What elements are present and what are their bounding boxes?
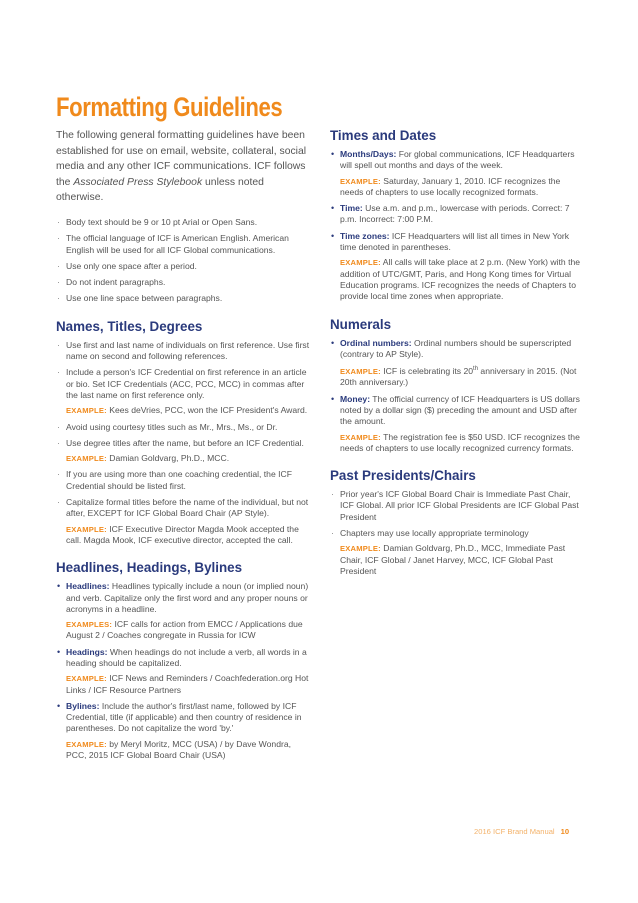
footer-label: 2016 ICF Brand Manual (474, 827, 555, 836)
example-text-end: anniversary in 2015. (Not 20th anniversary.) (340, 366, 577, 388)
example (66, 619, 312, 642)
item-text: Include the author's first/last name, followed by ICF Credential, title (if applicable) and then country of residence in parentheses. Do not capitalize the word 'by.' (66, 700, 302, 734)
left-column (56, 128, 312, 775)
list-item (330, 149, 580, 198)
item-text: Use degree titles after the name, but before an ICF Credential. (66, 437, 304, 448)
example-text: Damian Goldvarg, Ph.D., MCC, Immediate Past Chair, ICF Global / Janet Harvey, MCC, ICF Global Past President (340, 543, 566, 576)
example-text: Kees deVries, PCC, won the ICF President's Award. (106, 405, 308, 416)
example-text: ICF calls for action from EMCC / Applications due August 2 / Coaches congregate in Russia for ICW (66, 619, 303, 641)
page-number: 10 (560, 827, 570, 836)
example (340, 543, 580, 577)
item-text: Use a.m. and p.m., lowercase with periods. Correct: 7 p.m. Incorrect: 7:00 P.M. (340, 203, 570, 225)
intro-text-end: unless noted otherwise. (56, 176, 264, 204)
list-item (330, 394, 580, 454)
presidents-section (330, 468, 580, 577)
numerals-list (330, 338, 580, 455)
example-text: ICF Executive Director Magda Mook accepted the call. Magda Mook, ICF executive director, accepted the call. (66, 523, 299, 545)
item-term: Money: (340, 393, 371, 404)
list-item (330, 489, 580, 523)
example (66, 405, 312, 416)
list-item (56, 647, 312, 696)
item-text: When headings do not include a verb, all words in a heading should be capitalized. (66, 646, 307, 668)
list-item (56, 581, 312, 641)
item-text: Include a person's ICF Credential on first reference in an article or bio. Set ICF Credentials (ACC, PCC, MCC) in commas after the last name on first reference only. (66, 367, 307, 400)
example-label: EXAMPLES: (66, 620, 113, 630)
names-list (56, 340, 312, 546)
example-text: ICF News and Reminders / Coachfederation.org Hot Links / ICF Resource Partners (66, 673, 309, 695)
item-term: Headings: (66, 646, 108, 657)
section-heading: Times and Dates (330, 128, 437, 143)
section-heading: Past Presidents/Chairs (330, 468, 476, 484)
item-text: The official currency of ICF Headquarters is US dollars noted by a dollar sign ($) preceding the amount and USD after the amount. (340, 393, 580, 427)
item-text: Use first and last name of individuals on first reference. Use first name on second and following references. (66, 339, 310, 362)
list-item (56, 438, 312, 465)
list-item (56, 701, 312, 761)
section-heading: Headlines, Headings, Bylines (56, 560, 243, 576)
list-item: · Body text should be 9 or 10 pt Arial or Open Sans. (56, 217, 312, 228)
item-text: If you are using more than one coaching credential, the ICF Credential should be listed first. (66, 469, 292, 491)
example-label: EXAMPLE: (340, 367, 381, 377)
headlines-section (56, 560, 312, 761)
list-item (56, 367, 312, 416)
list-item: · Do not indent paragraphs. (56, 277, 312, 288)
example (66, 673, 312, 696)
example (340, 432, 580, 455)
list-item (56, 469, 312, 492)
example (340, 257, 580, 302)
example-label: EXAMPLE: (66, 739, 107, 749)
list-item (56, 340, 312, 363)
headlines-list (56, 581, 312, 761)
example-text: All calls will take place at 2 p.m. (New York) with the addition of UTC/GMT, Paris, and Hong Kong times for Virtual Education programs. ICF recognizes the needs of Chapters to provide local time zones when appropriate. (340, 257, 581, 302)
section-heading: Names, Titles, Degrees (56, 318, 203, 334)
example (340, 176, 580, 199)
page-title: Formatting Guidelines (56, 92, 283, 122)
item-term: Headlines: (66, 581, 110, 592)
example-text: Damian Goldvarg, Ph.D., MCC. (106, 453, 230, 464)
example-superscript: th (473, 366, 479, 373)
right-column (330, 128, 580, 591)
example-text: by Meryl Moritz, MCC (USA) / by Dave Wondra, PCC, 2015 ICF Global Board Chair (USA) (66, 738, 292, 761)
example-label: EXAMPLE: (66, 674, 107, 684)
example (66, 524, 312, 547)
example-label: EXAMPLE: (340, 176, 381, 186)
item-term: Bylines: (66, 700, 100, 711)
list-item (330, 338, 580, 389)
times-list (330, 149, 580, 303)
footer (474, 827, 569, 836)
numerals-section (330, 317, 580, 455)
item-text: Capitalize formal titles before the name of the individual, but not after, EXCEPT for ICF Global Board Chair (AP Style). (66, 497, 309, 519)
intro-italic: Associated Press Stylebook (73, 176, 203, 188)
general-list (56, 217, 312, 305)
item-text: ICF Headquarters will list all times in New York time denoted in parentheses. (340, 230, 570, 253)
list-item (56, 422, 312, 433)
list-item: · The official language of ICF is American English. American English will be used for all ICF Global communications. (56, 233, 312, 256)
example-label: EXAMPLE: (66, 524, 107, 534)
times-section (330, 128, 580, 303)
item-term: Months/Days: (340, 149, 397, 159)
item-text: Chapters may use locally appropriate terminology (340, 527, 529, 538)
example-label: EXAMPLE: (66, 406, 107, 416)
item-text: Prior year's ICF Global Board Chair is Immediate Past Chair, ICF Global. All prior ICF Global Presidents are ICF Global Past President (340, 489, 579, 522)
item-term: Time: (340, 203, 363, 214)
item-text: Ordinal numbers should be superscripted (contrary to AP Style). (340, 337, 572, 359)
example (66, 739, 312, 762)
intro-paragraph (56, 128, 312, 206)
list-item (330, 203, 580, 226)
names-section (56, 319, 312, 546)
item-term: Ordinal numbers: (340, 337, 412, 348)
item-text: Headlines typically include a noun (or implied noun) and verb. Capitalize only the first word and any proper nouns or acronyms in a headline. (66, 581, 309, 614)
list-item: · Use one line space between paragraphs. (56, 293, 312, 304)
list-item (56, 497, 312, 546)
example-label: EXAMPLE: (66, 454, 107, 464)
example-text: The registration fee is $50 USD. ICF recognizes the needs of chapters to use locally recognized currency formats. (340, 431, 580, 453)
list-item (330, 231, 580, 303)
presidents-list (330, 489, 580, 577)
intro-text: The following general formatting guidelines have been established for use on email, website, collateral, social media and any other ICF communications. ICF follows the (56, 130, 307, 188)
example-label: EXAMPLE: (340, 432, 381, 442)
section-heading: Numerals (330, 316, 392, 332)
item-term: Time zones: (340, 230, 390, 241)
example-text: ICF is celebrating its 20 (380, 366, 474, 377)
list-item: · Use only one space after a period. (56, 261, 312, 272)
item-text: For global communications, ICF Headquarters will spell out months and days of the week. (340, 149, 575, 171)
example-text: Saturday, January 1, 2010. ICF recognizes the needs of chapters to use locally recognized formats. (340, 175, 561, 197)
list-item (330, 528, 580, 577)
example (340, 364, 580, 388)
example-label: EXAMPLE: (340, 258, 381, 268)
example (66, 453, 312, 464)
example-label: EXAMPLE: (340, 544, 381, 554)
item-text: Avoid using courtesy titles such as Mr., Mrs., Ms., or Dr. (66, 421, 278, 432)
